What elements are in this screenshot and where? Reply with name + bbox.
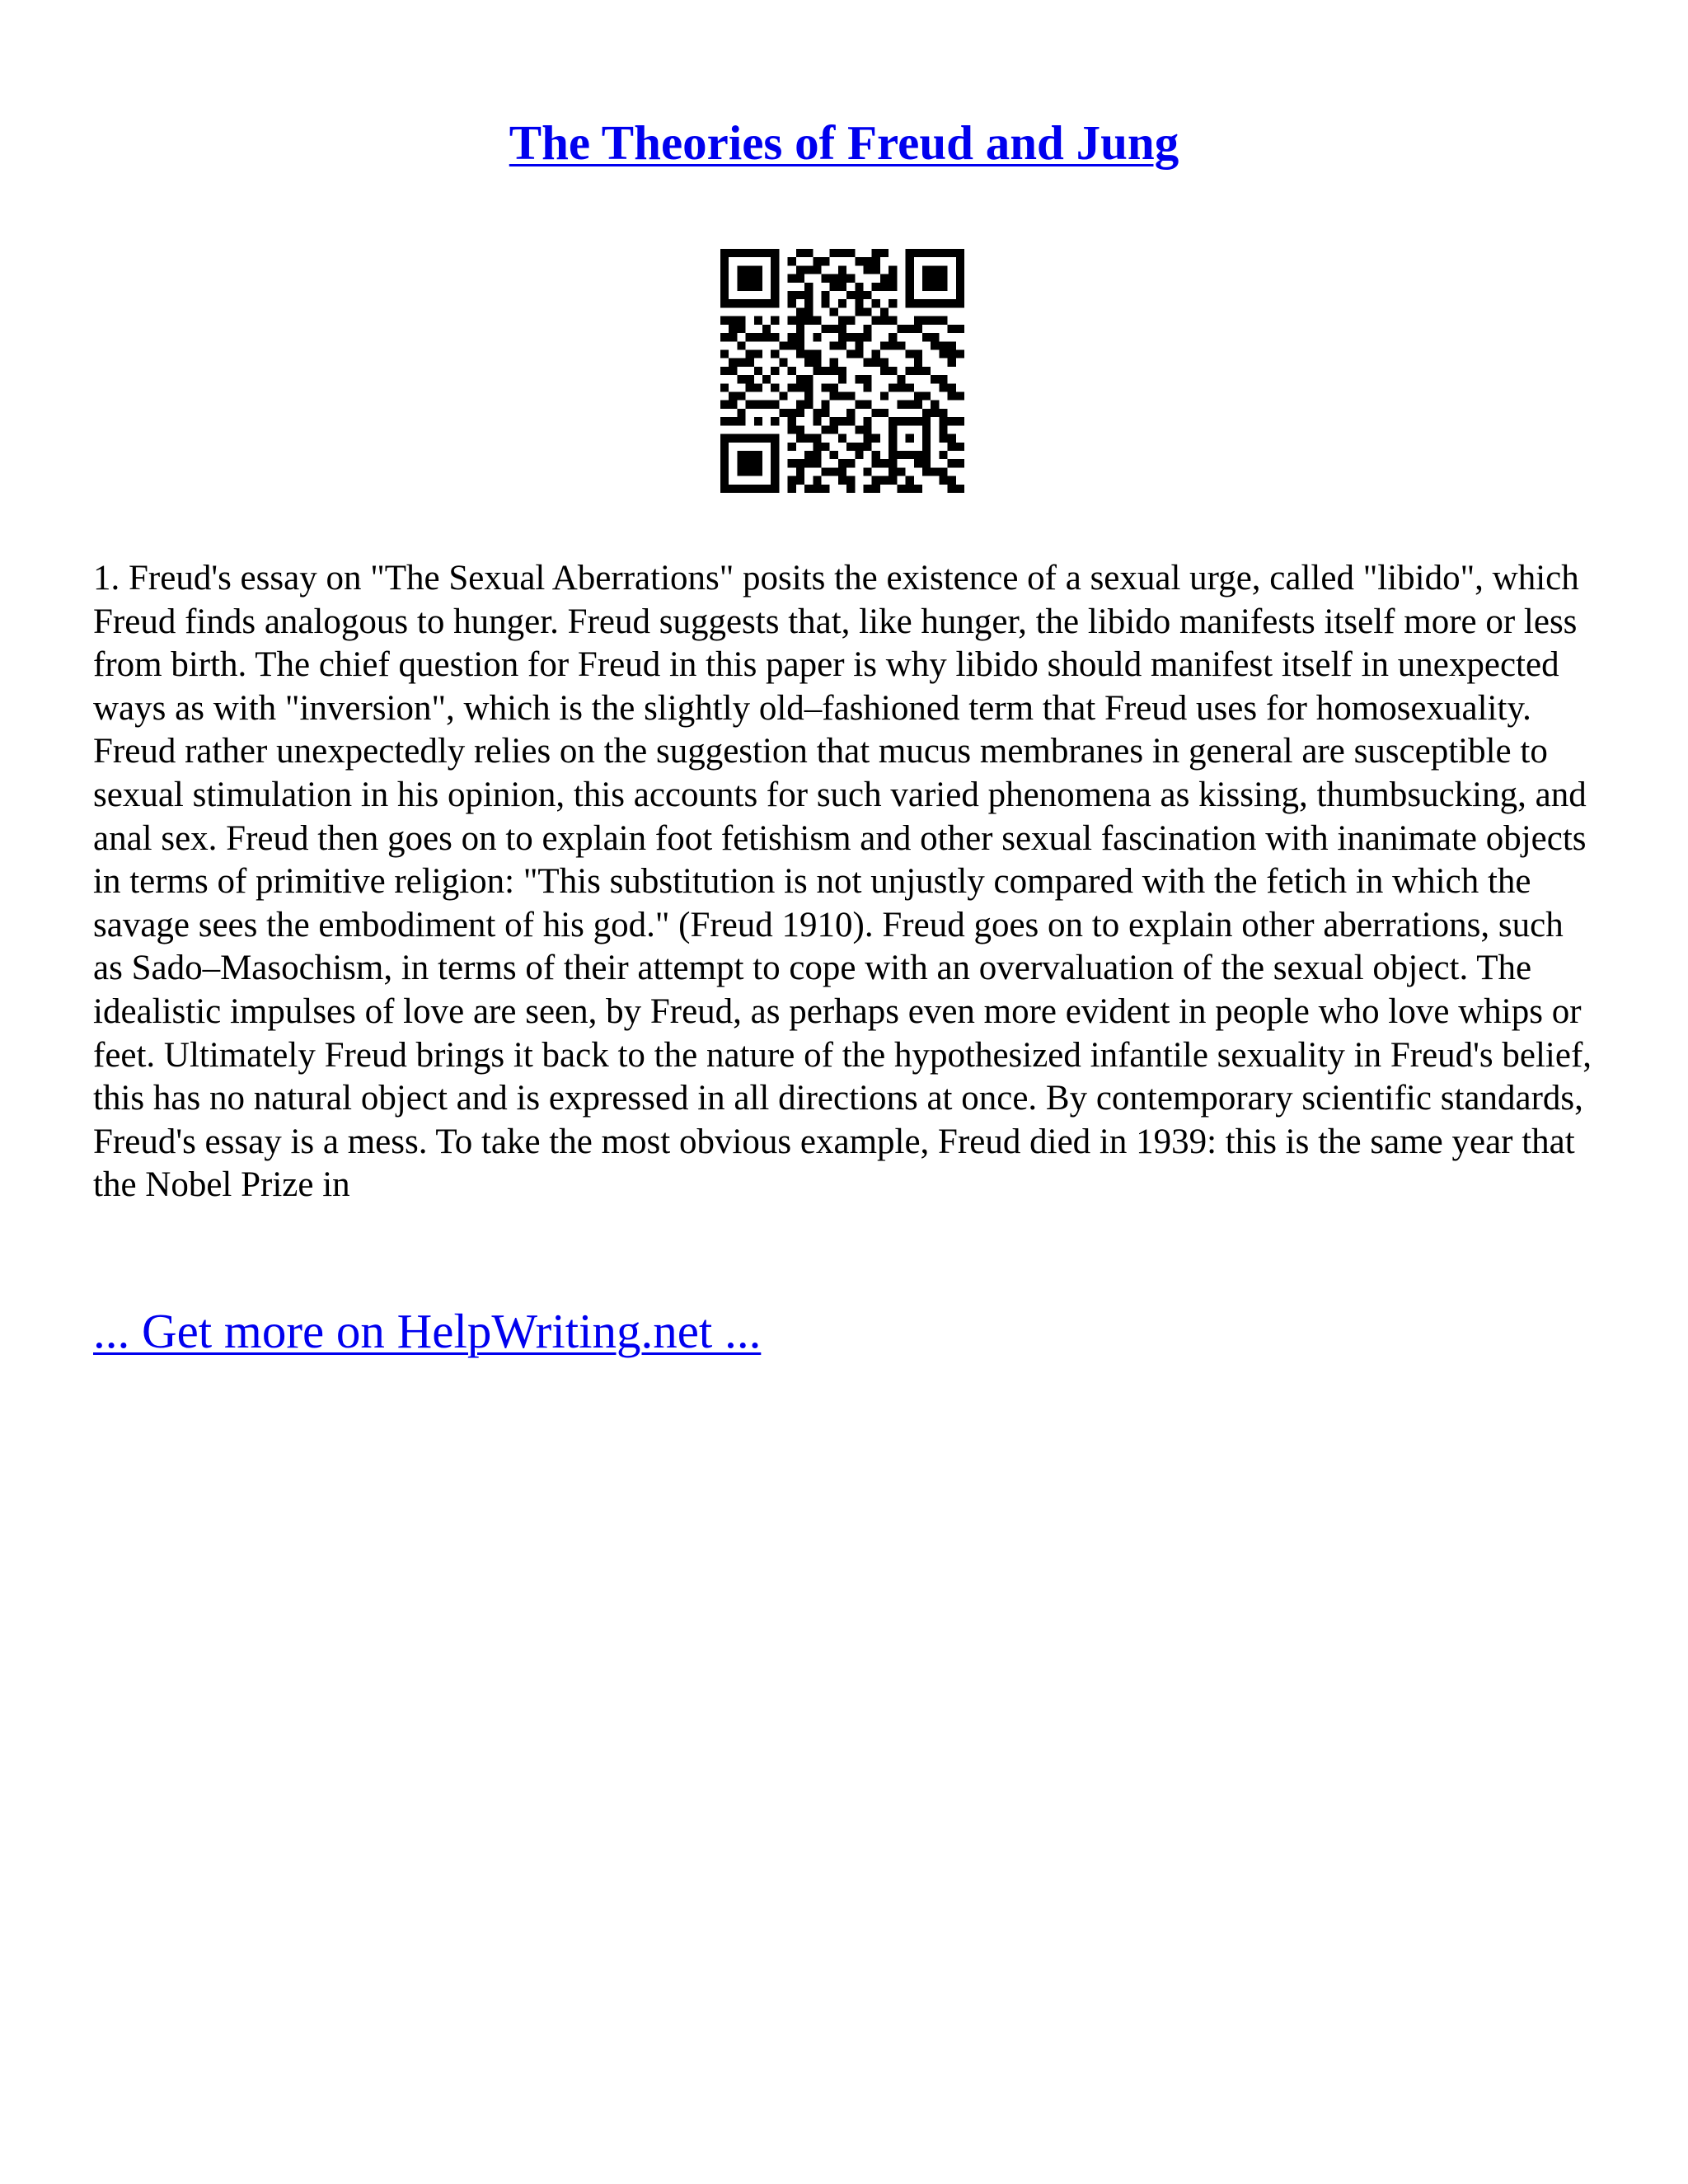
title-container — [0, 114, 1688, 171]
more-link-container — [93, 1302, 1601, 1360]
page-title-link[interactable]: The Theories of Freud and Jung — [509, 115, 1179, 170]
qr-code-graphic — [720, 249, 964, 493]
qr-code-icon — [720, 249, 964, 493]
essay-excerpt-text: 1. Freud's essay on "The Sexual Aberrations" posits the existence of a sexual urge, called "libido", which Freud finds analogous to hunger. Freud suggests that, like hunger, the libido manifests itself more or less from birth. The chief question for Freud in this paper is why libido should manifest itself in unexpected ways as with "inversion", which is the slightly old–fashioned term that Freud uses for homosexuality. Freud rather unexpectedly relies on the suggestion that mucus membranes in general are susceptible to sexual stimulation in his opinion, this accounts for such varied phenomena as kissing, thumbsucking, and anal sex. Freud then goes on to explain foot fetishism and other sexual fascination with inanimate objects in terms of primitive religion: "This substitution is not unjustly compared with the fetich in which the savage sees the embodiment of his god." (Freud 1910). Freud goes on to explain other aberrations, such as Sado–Masochism, in terms of their attempt to cope with an overvaluation of the sexual object. The idealistic impulses of love are seen, by Freud, as perhaps even more evident in people who love whips or feet. Ultimately Freud brings it back to the nature of the hypothesized infantile sexuality in Freud's belief, this has no natural object and is expressed in all directions at once. By contemporary scientific standards, Freud's essay is a mess. To take the most obvious example, Freud died in 1939: this is the same year that the Nobel Prize in — [93, 559, 1592, 1205]
get-more-link[interactable]: ... Get more on HelpWriting.net ... — [93, 1304, 762, 1358]
